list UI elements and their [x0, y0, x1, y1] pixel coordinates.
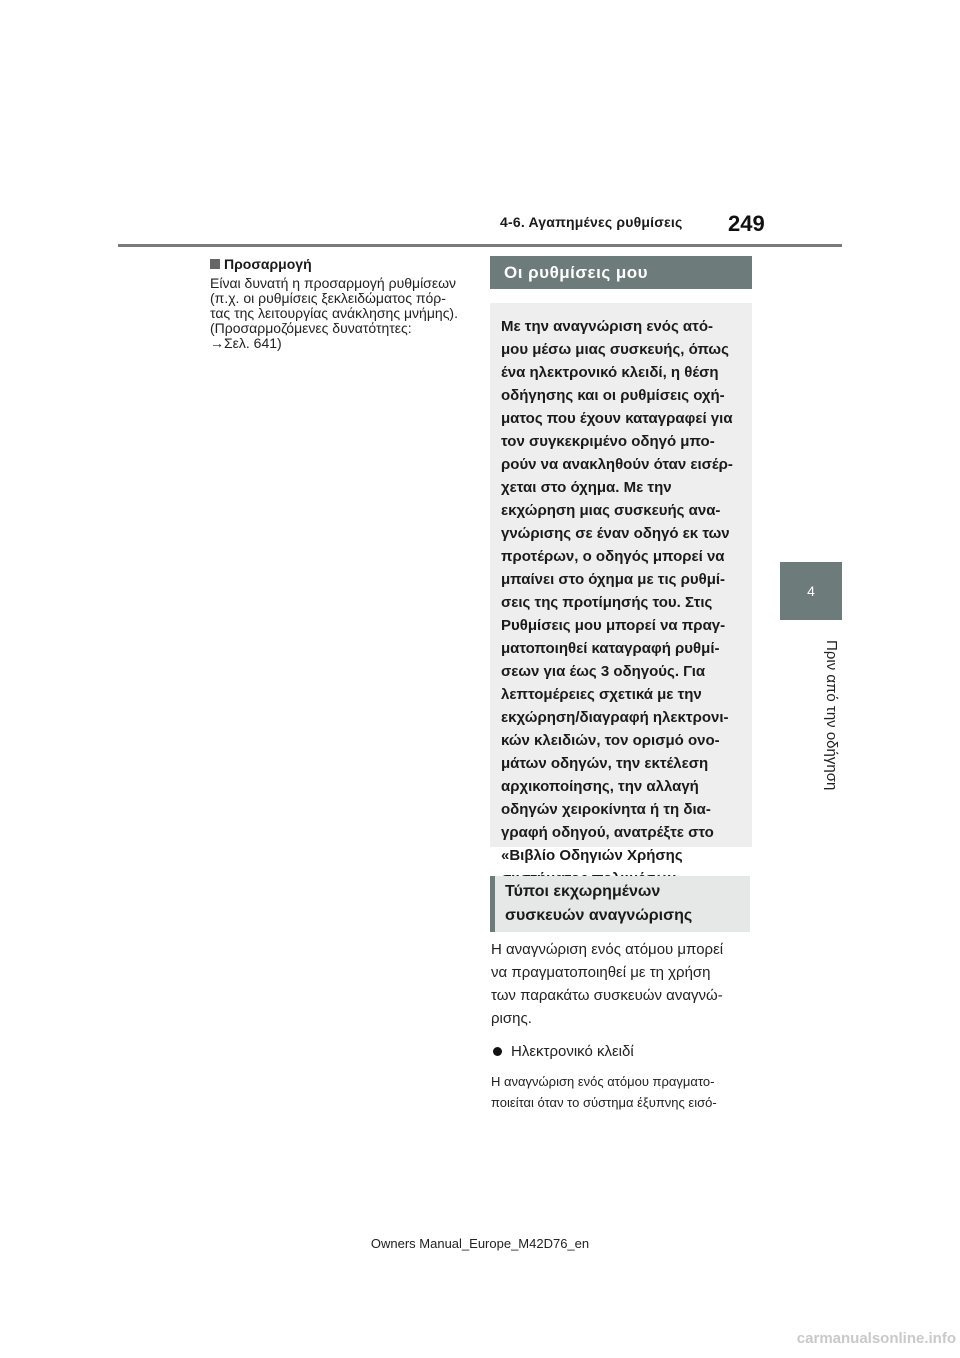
intro-line: αρχικοποίησης, την αλλαγή — [501, 778, 699, 795]
bullet-text: Ηλεκτρονικό κλειδί — [511, 1043, 634, 1060]
body-line: των παρακάτω συσκευών αναγνώ- — [491, 987, 723, 1004]
watermark-text: carmanualsonline.info — [796, 1330, 956, 1347]
intro-line: γνώρισης σε έναν οδηγό εκ των — [501, 525, 730, 542]
body-line: Η αναγνώριση ενός ατόμου μπορεί — [491, 941, 724, 958]
intro-line: προτέρων, ο οδηγός μπορεί να — [501, 548, 725, 565]
header-rule — [118, 244, 842, 247]
body-line: ρισης. — [491, 1010, 532, 1027]
customization-body — [210, 276, 470, 351]
intro-line: τον συγκεκριμένο οδηγό μπο- — [501, 433, 715, 450]
body-line: (Προσαρμοζόμενες δυνατότητες: — [210, 320, 412, 336]
customization-heading-text: Προσαρμογή — [224, 256, 312, 272]
intro-line: οδήγησης και οι ρυθμίσεις οχή- — [501, 387, 725, 404]
round-bullet-icon — [493, 1047, 502, 1056]
bullet-item-electronic-key — [491, 1040, 753, 1063]
section-title: Οι ρυθμίσεις μου — [490, 256, 752, 289]
recognition-body — [491, 938, 753, 1113]
body-line: να πραγματοποιηθεί με τη χρήση — [491, 964, 711, 981]
intro-line: εκχώρηση μιας συσκευής ανα- — [501, 502, 721, 519]
intro-line: Με την αναγνώριση ενός ατό- — [501, 318, 713, 335]
intro-line: Ρυθμίσεις μου μπορεί να πραγ- — [501, 617, 726, 634]
subsection-title-line: συσκευών αναγνώρισης — [505, 907, 693, 924]
intro-line: «Βιβλίο Οδηγιών Χρήσης — [501, 847, 683, 864]
intro-line: ματοποιηθεί καταγραφή ρυθμί- — [501, 640, 720, 657]
intro-line: σεις της προτίμησής του. Στις — [501, 594, 713, 611]
subsection-title-line: Τύποι εκχωρημένων — [505, 883, 661, 900]
intro-line: ματος που έχουν καταγραφεί για — [501, 410, 733, 427]
intro-line: σεων για έως 3 οδηγούς. Για — [501, 663, 706, 680]
intro-line: εκχώρηση/διαγραφή ηλεκτρονι- — [501, 709, 729, 726]
intro-box — [490, 303, 752, 864]
intro-line: ένα ηλεκτρονικό κλειδί, η θέση — [501, 364, 719, 381]
intro-line: γραφή οδηγού, ανατρέξτε στο — [501, 824, 714, 841]
chapter-number: 4 — [807, 583, 815, 599]
footer-text: Owners Manual_Europe_M42D76_en — [370, 1236, 590, 1251]
customization-heading — [210, 256, 470, 272]
intro-line: μου μέσω μιας συσκευής, όπως — [501, 341, 729, 358]
intro-line: κών κλειδιών, τον ορισμό ονο- — [501, 732, 720, 749]
body-line: →Σελ. 641) — [210, 335, 282, 351]
body-line: τας της λειτουργίας ανάκλησης μνήμης). — [210, 305, 458, 321]
intro-line: μπαίνει στο όχημα με τις ρυθμί- — [501, 571, 726, 588]
body-line: (π.χ. οι ρυθμίσεις ξεκλειδώματος πόρ- — [210, 290, 446, 306]
right-column — [490, 256, 752, 864]
intro-line: χεται στο όχημα. Με την — [501, 479, 672, 496]
body-line: Είναι δυνατή η προσαρμογή ρυθμίσεων — [210, 275, 456, 291]
small-line: ποιείται όταν το σύστημα έξυπνης εισό- — [491, 1095, 717, 1110]
running-header-section: 4-6. Αγαπημένες ρυθμίσεις — [500, 214, 683, 230]
page-number: 249 — [728, 211, 765, 236]
chapter-title-vertical: Πριν από την οδήγηση — [823, 639, 840, 791]
subsection-title — [490, 876, 750, 932]
intro-line: οδηγών χειροκίνητα ή τη δια- — [501, 801, 711, 818]
square-bullet-icon — [210, 259, 220, 269]
small-line: Η αναγνώριση ενός ατόμου πραγματο- — [491, 1074, 715, 1089]
intro-line: ρούν να ανακληθούν όταν εισέρ- — [501, 456, 733, 473]
left-column — [210, 256, 470, 351]
chapter-tab — [780, 562, 842, 620]
intro-line: μάτων οδηγών, την εκτέλεση — [501, 755, 709, 772]
intro-line: λεπτομέρειες σχετικά με την — [501, 686, 702, 703]
bullet-description — [491, 1071, 753, 1113]
